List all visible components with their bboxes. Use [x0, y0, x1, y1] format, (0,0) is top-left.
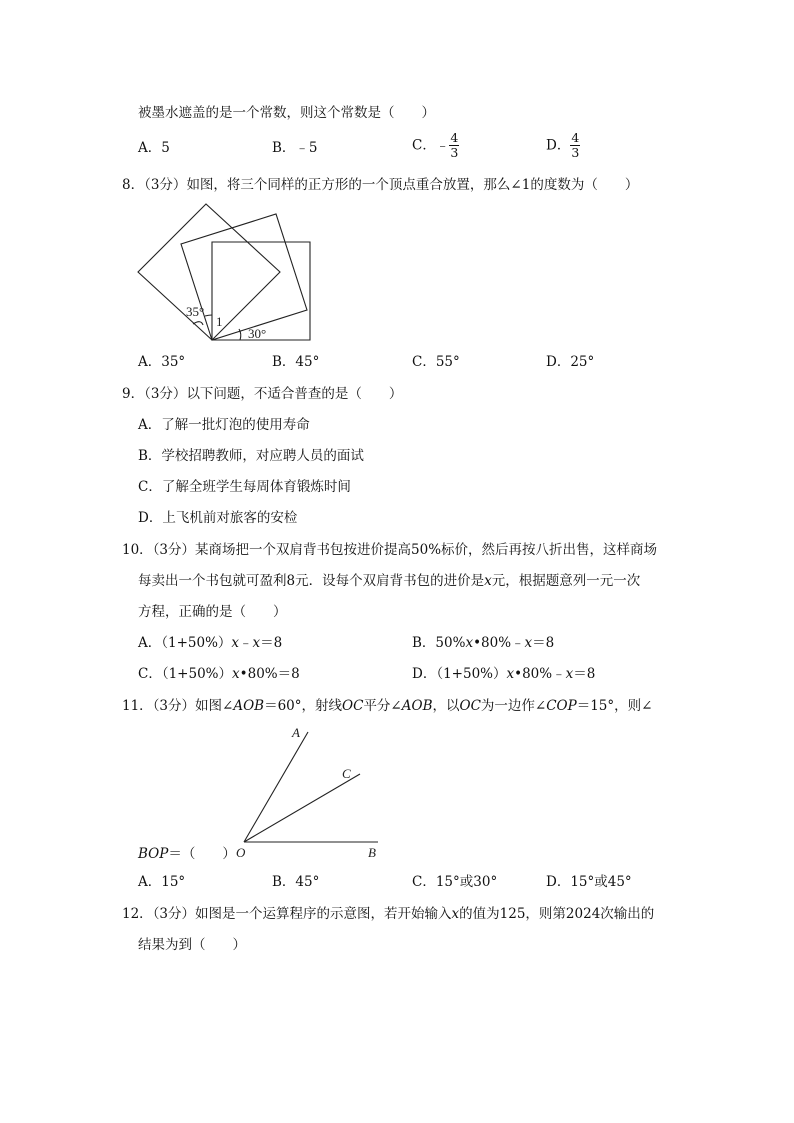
q7-option-c[interactable]: C．﹣ $\frac{4}{3}$ — [412, 130, 459, 160]
point-label-B: B — [368, 845, 376, 860]
q11-stem-line1: 11．（3分）如图∠AOB＝60°，射线OC平分∠AOB，以OC为一边作∠COP＝15°，则∠ — [122, 698, 653, 714]
point-label-C: C — [342, 766, 351, 781]
q12-stem-line1: 12．（3分）如图是一个运算程序的示意图，若开始输入x的值为125，则第2024次输出的 — [122, 906, 655, 922]
q9-stem: 9．（3分）以下问题，不适合普查的是（ ） — [122, 386, 403, 402]
q7-option-a[interactable]: A．5 — [138, 140, 170, 156]
q10-option-c[interactable]: C．（1+50%）x•80%＝8 — [138, 666, 300, 682]
angle-label-30: 30° — [248, 326, 267, 341]
angle-arc-1 — [205, 315, 212, 316]
ray-OC — [244, 774, 360, 842]
angle-label-1: 1 — [216, 314, 223, 329]
angle-label-35: 35° — [186, 304, 205, 319]
fraction: $\frac{4}{3}$ — [450, 130, 459, 160]
q8-option-b[interactable]: B．45° — [272, 354, 320, 370]
q10-stem-line3: 方程，正确的是（ ） — [138, 604, 287, 620]
q10-option-d[interactable]: D．（1+50%）x•80%﹣x＝8 — [412, 666, 596, 682]
q8-figure-squares — [130, 198, 330, 348]
point-label-O: O — [236, 845, 246, 860]
q12-stem-line2: 结果为到（ ） — [138, 937, 246, 953]
q10-option-b[interactable]: B．50%x•80%﹣x＝8 — [412, 635, 555, 651]
q10-stem-line1: 10．（3分）某商场把一个双肩背书包按进价提高50%标价，然后再按八折出售，这样商场 — [122, 542, 658, 558]
q9-option-d[interactable]: D．上飞机前对旅客的安检 — [138, 510, 298, 526]
q11-option-c[interactable]: C．15°或30° — [412, 874, 498, 890]
q11-stem-line2: BOP＝（ ） — [138, 846, 236, 862]
square-outer — [138, 204, 280, 340]
q9-option-a[interactable]: A．了解一批灯泡的使用寿命 — [138, 417, 310, 433]
point-label-A: A — [292, 725, 300, 740]
fraction: $\frac{4}{3}$ — [571, 130, 580, 160]
q11-option-a[interactable]: A．15° — [138, 874, 186, 890]
q8-option-a[interactable]: A．35° — [138, 354, 186, 370]
q7-stem: 被墨水遮盖的是一个常数，则这个常数是（ ） — [138, 105, 435, 121]
q10-option-a[interactable]: A．（1+50%）x﹣x＝8 — [138, 635, 283, 651]
q7-option-d[interactable]: D． $\frac{4}{3}$ — [546, 130, 580, 160]
q10-stem-line2: 每卖出一个书包就可盈利8元．设每个双肩背书包的进价是x元，根据题意列一元一次 — [138, 573, 641, 589]
q9-option-b[interactable]: B．学校招聘教师，对应聘人员的面试 — [138, 448, 364, 464]
q11-figure-angles — [226, 722, 396, 862]
q11-option-b[interactable]: B．45° — [272, 874, 320, 890]
q7-option-b[interactable]: B．﹣5 — [272, 140, 318, 156]
q9-option-c[interactable]: C．了解全班学生每周体育锻炼时间 — [138, 479, 351, 495]
ray-OA — [244, 732, 308, 842]
q8-stem: 8．（3分）如图，将三个同样的正方形的一个顶点重合放置，那么∠1的度数为（ ） — [122, 177, 639, 193]
q8-option-c[interactable]: C．55° — [412, 354, 460, 370]
q8-option-d[interactable]: D．25° — [546, 354, 595, 370]
square-middle — [181, 214, 307, 340]
q11-option-d[interactable]: D．15°或45° — [546, 874, 632, 890]
